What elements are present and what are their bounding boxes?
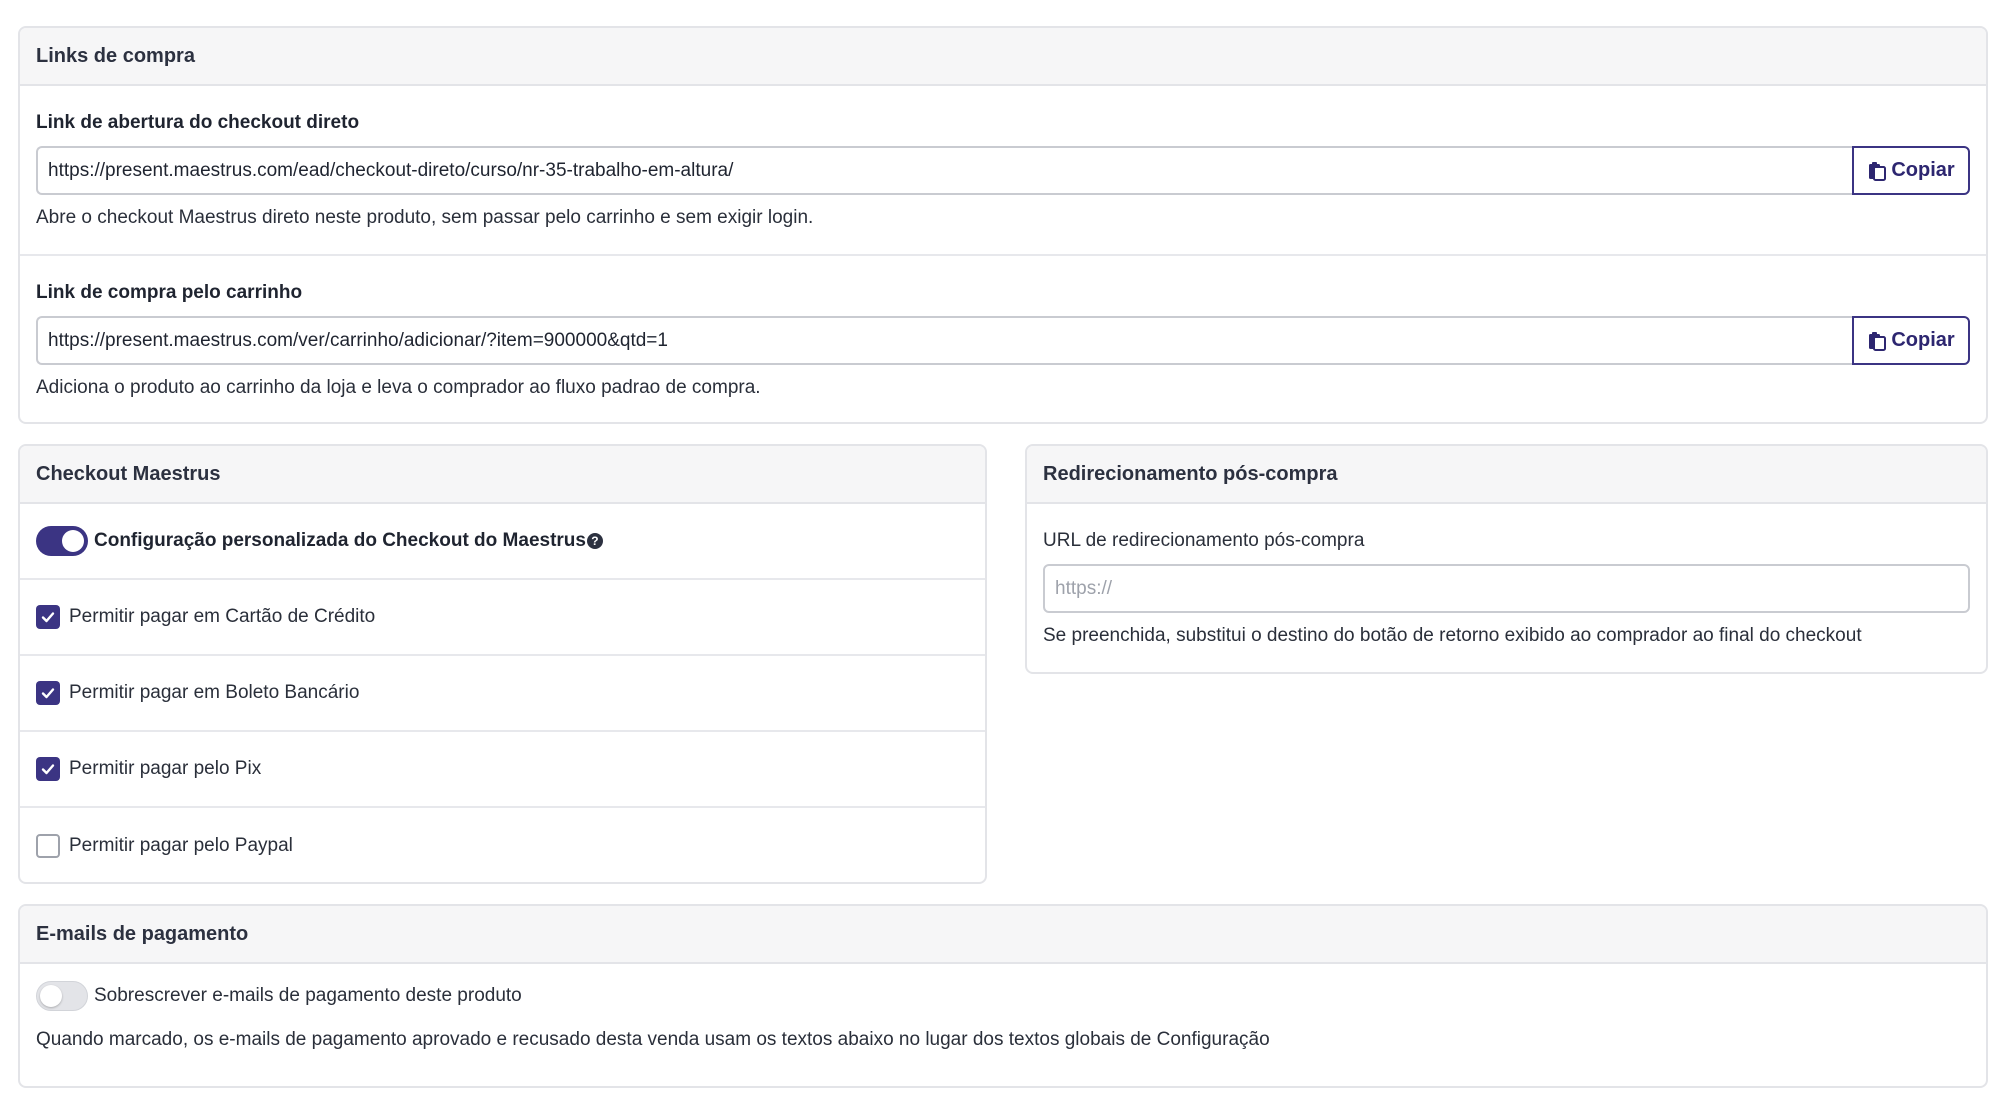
checkout-title: Checkout Maestrus — [20, 446, 985, 504]
copy-button-label: Copiar — [1891, 329, 1955, 351]
cart-link-help: Adiciona o produto ao carrinho da loja e leva o comprador ao fluxo padrao de compra. — [36, 377, 761, 398]
pix-checkbox[interactable] — [36, 757, 60, 781]
direct-checkout-help: Abre o checkout Maestrus direto neste produto, sem passar pelo carrinho e sem exigir login. — [36, 207, 814, 228]
purchase-links-title: Links de compra — [20, 28, 1986, 86]
redirect-title: Redirecionamento pós-compra — [1027, 446, 1986, 504]
payment-option-paypal — [20, 808, 985, 884]
payment-option-credit-card — [20, 580, 985, 656]
payment-option-pix — [20, 732, 985, 808]
emails-section — [20, 981, 1986, 1076]
clipboard-icon — [1867, 161, 1887, 181]
emails-help: Quando marcado, os e-mails de pagamento aprovado e recusado desta venda usam os textos abaixo no lugar dos textos globais de Configuração — [36, 1029, 1270, 1050]
direct-checkout-copy-button[interactable] — [1852, 146, 1970, 195]
redirect-url-input[interactable]: https:// — [1043, 564, 1970, 613]
paypal-checkbox[interactable] — [36, 834, 60, 858]
redirect-url-label: URL de redirecionamento pós-compra — [1043, 530, 1365, 551]
custom-checkout-row — [20, 504, 985, 580]
paypal-label: Permitir pagar pelo Paypal — [69, 835, 293, 856]
emails-title: E-mails de pagamento — [20, 906, 1986, 964]
clipboard-icon — [1867, 331, 1887, 351]
checkmark-icon — [40, 609, 56, 625]
question-circle-icon[interactable]: ? — [587, 533, 603, 549]
credit-card-checkbox[interactable] — [36, 605, 60, 629]
direct-checkout-label: Link de abertura do checkout direto — [36, 112, 360, 133]
credit-card-label: Permitir pagar em Cartão de Crédito — [69, 606, 376, 627]
custom-checkout-toggle[interactable] — [36, 526, 88, 556]
payment-option-boleto — [20, 656, 985, 732]
direct-checkout-section — [20, 86, 1986, 256]
checkmark-icon — [40, 761, 56, 777]
boleto-checkbox[interactable] — [36, 681, 60, 705]
cart-link-input-group — [36, 316, 1970, 365]
copy-button-label: Copiar — [1891, 159, 1955, 181]
override-emails-label: Sobrescrever e-mails de pagamento deste produto — [94, 985, 522, 1006]
override-emails-toggle[interactable] — [36, 981, 88, 1011]
pix-label: Permitir pagar pelo Pix — [69, 758, 262, 779]
cart-link-section — [20, 256, 1986, 424]
boleto-label: Permitir pagar em Boleto Bancário — [69, 682, 360, 703]
override-emails-row — [36, 981, 1970, 1011]
redirect-section — [1027, 504, 1986, 672]
cart-link-url-input[interactable]: https://present.maestrus.com/ver/carrinho/adicionar/?item=900000&qtd=1 — [36, 316, 1852, 365]
custom-checkout-label: Configuração personalizada do Checkout do Maestrus — [94, 530, 586, 551]
direct-checkout-input-group — [36, 146, 1970, 195]
emails-card — [18, 904, 1988, 1088]
direct-checkout-url-input[interactable]: https://present.maestrus.com/ead/checkout-direto/curso/nr-35-trabalho-em-altura/ — [36, 146, 1852, 195]
cart-link-copy-button[interactable] — [1852, 316, 1970, 365]
checkmark-icon — [40, 685, 56, 701]
purchase-links-card — [18, 26, 1988, 424]
redirect-help: Se preenchida, substitui o destino do botão de retorno exibido ao comprador ao final do checkout — [1043, 625, 1862, 646]
checkout-card — [18, 444, 987, 884]
redirect-card — [1025, 444, 1988, 674]
cart-link-label: Link de compra pelo carrinho — [36, 282, 303, 303]
